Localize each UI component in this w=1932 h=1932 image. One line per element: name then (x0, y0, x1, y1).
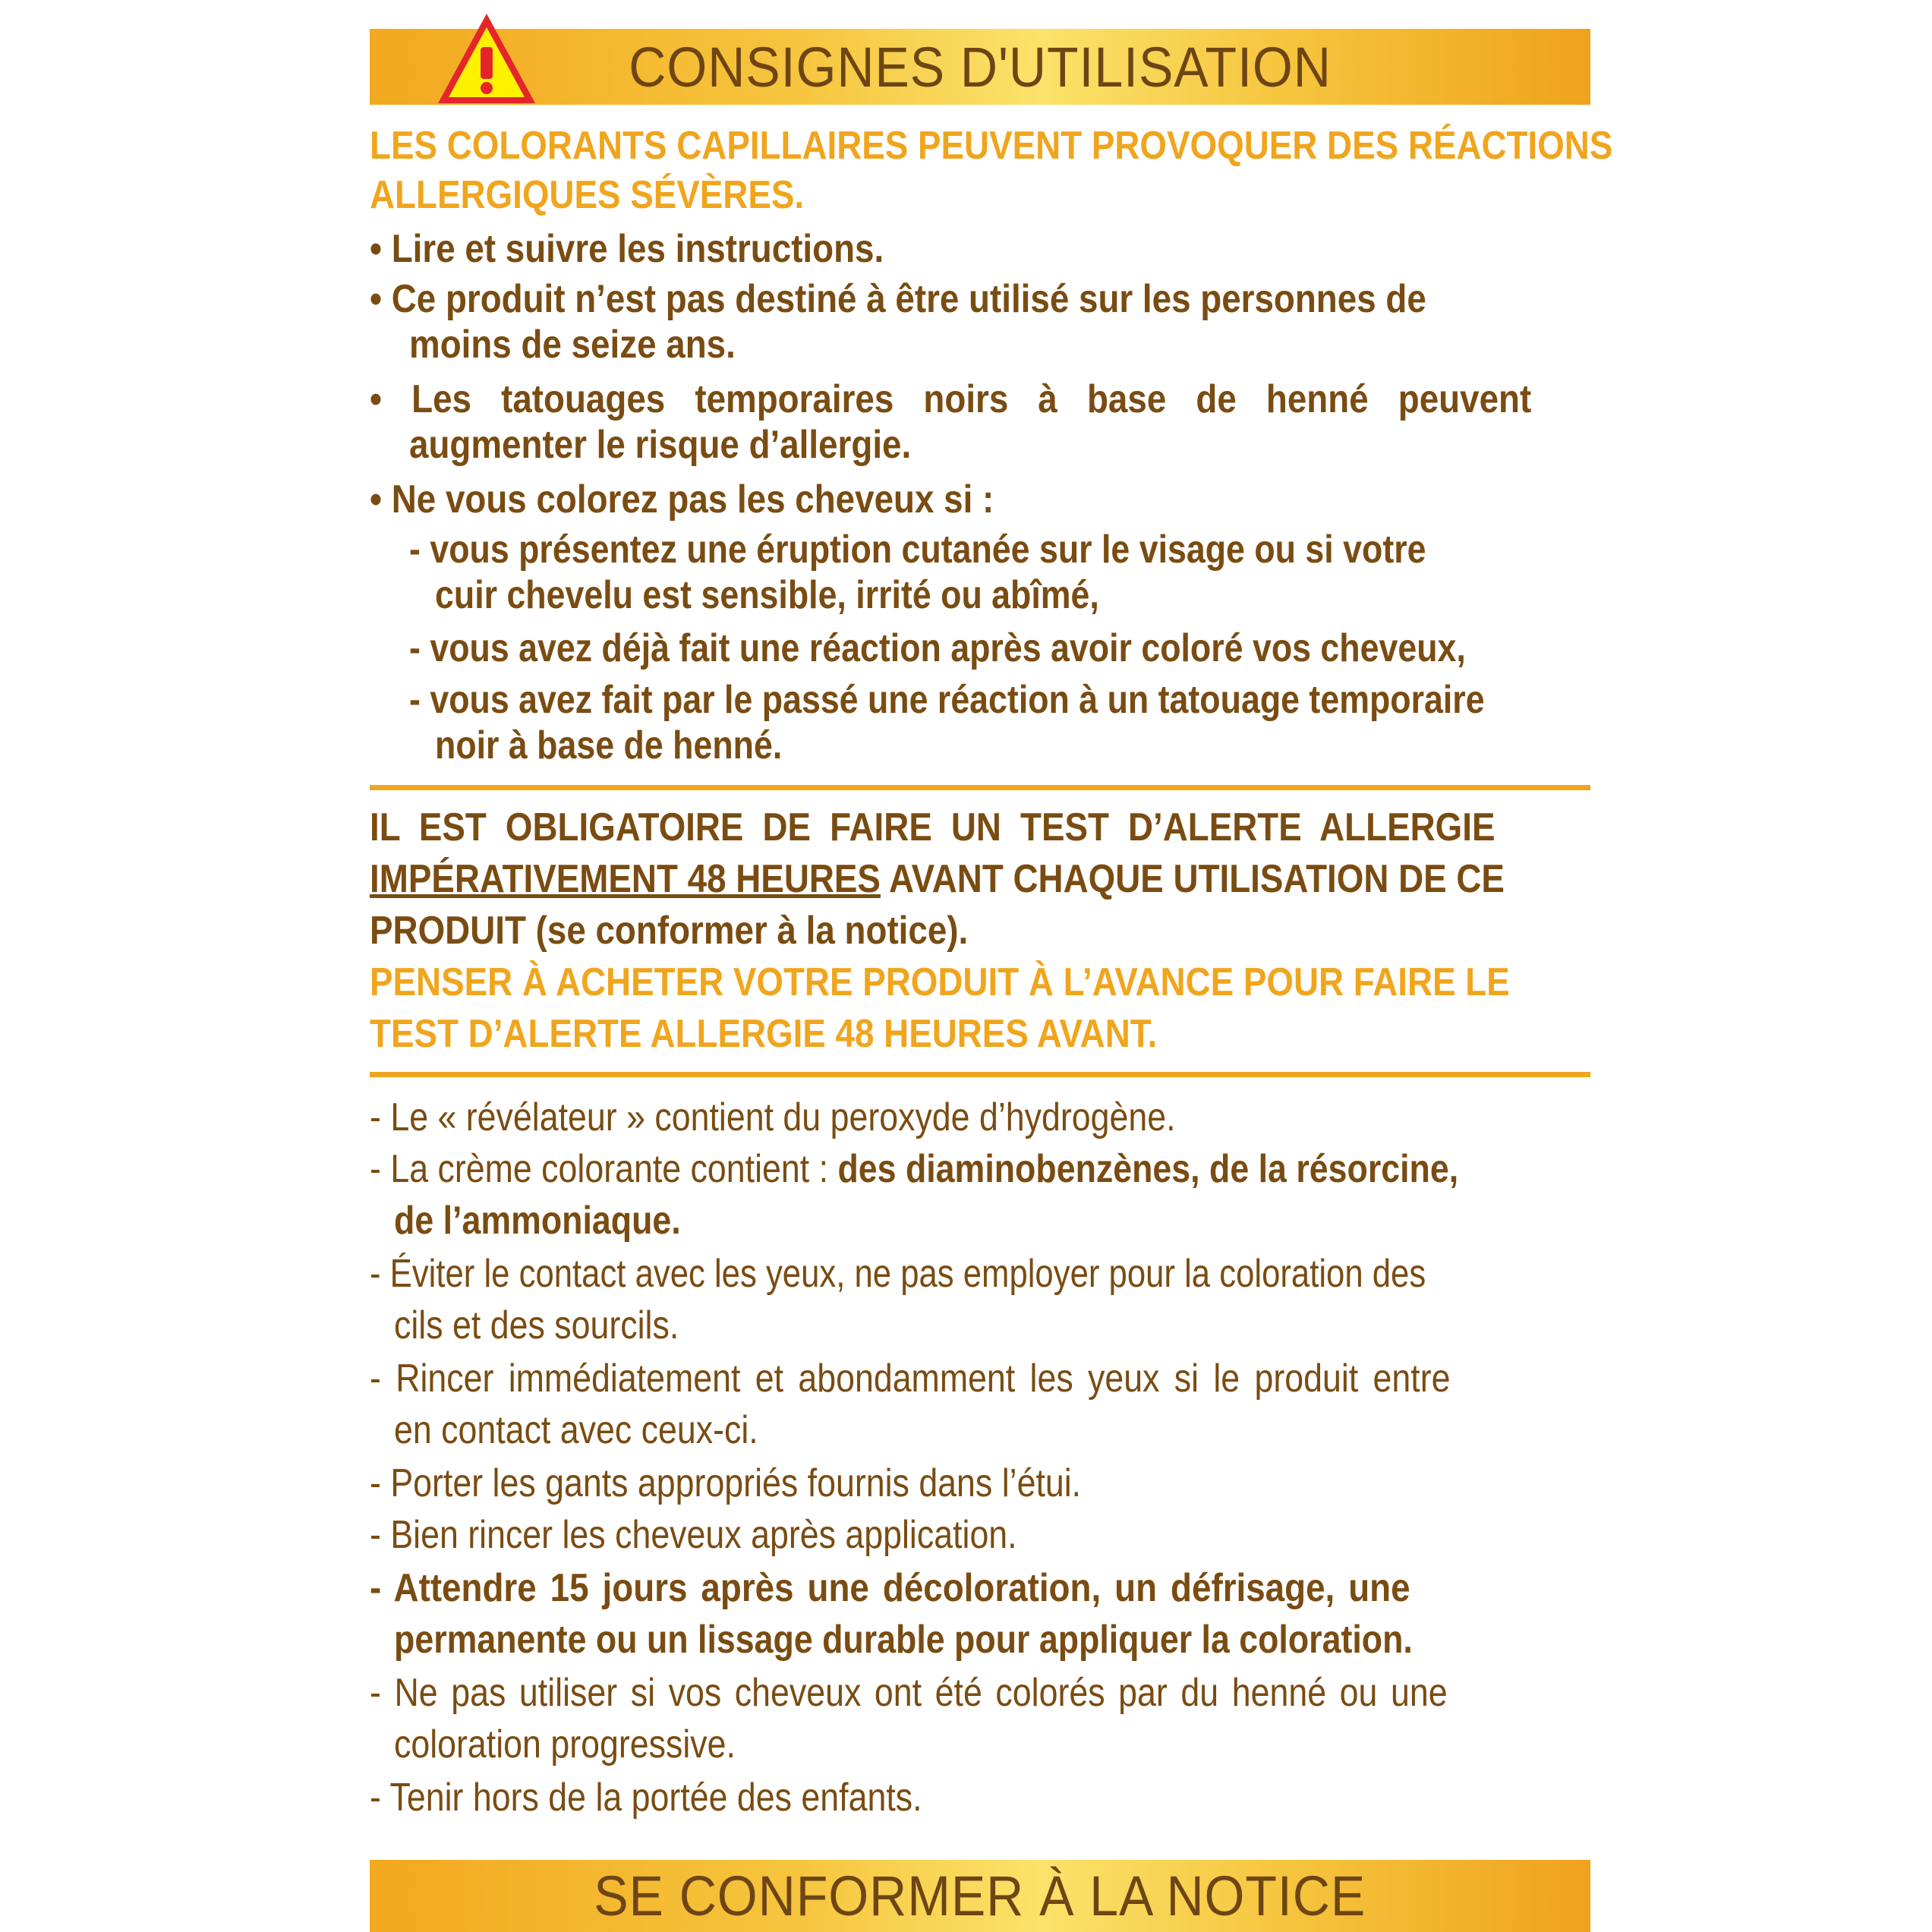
footer-banner (370, 1860, 1590, 1932)
info-cream-line-1: - La crème colorante contient : des diaminobenzènes, de la résorcine, (370, 1147, 1459, 1191)
info-cream-line-2: de l’ammoniaque. (394, 1199, 681, 1243)
info-eyes-line-2: cils et des sourcils. (394, 1303, 679, 1347)
bullet-do-not-color: • Ne vous colorez pas les cheveux si : (370, 477, 994, 522)
info-gloves: - Porter les gants appropriés fournis dans l’étui. (370, 1461, 1082, 1505)
test-line-3: PRODUIT (se conformer à la notice). (370, 909, 969, 953)
bullet-tattoo-line-2: augmenter le risque d’allergie. (409, 423, 912, 467)
info-rinse-line-1: - Rincer immédiatement et abondamment les yeux si le produit entre (370, 1357, 1451, 1401)
footer-title: SE CONFORMER À LA NOTICE (594, 1864, 1366, 1927)
info-henna-line-1: - Ne pas utiliser si vos cheveux ont été colorés par du henné ou une (370, 1671, 1448, 1715)
bullet-read-instructions: • Lire et suivre les instructions. (370, 227, 884, 271)
subbullet-tattoo-reaction-line-1: - vous avez fait par le passé une réaction à un tatouage temporaire (409, 678, 1485, 722)
test-line-5: TEST D’ALERTE ALLERGIE 48 HEURES AVANT. (370, 1012, 1158, 1056)
divider-2 (370, 1072, 1590, 1077)
subbullet-eruption-line-2: cuir chevelu est sensible, irrité ou abîmé, (435, 573, 1099, 617)
header-banner (370, 29, 1590, 105)
bullet-tattoo-line-1: • Les tatouages temporaires noirs à base de henné peuvent (370, 377, 1532, 421)
info-rinse-line-2: en contact avec ceux-ci. (394, 1408, 758, 1452)
info-wait-line-1: - Attendre 15 jours après une décoloration, un défrisage, une (370, 1566, 1410, 1610)
warning-line-1: LES COLORANTS CAPILLAIRES PEUVENT PROVOQUER DES RÉACTIONS (370, 124, 1613, 168)
info-children: - Tenir hors de la portée des enfants. (370, 1776, 922, 1820)
subbullet-tattoo-reaction-line-2: noir à base de henné. (435, 723, 783, 767)
divider-1 (370, 785, 1590, 790)
header-title: CONSIGNES D'UTILISATION (629, 35, 1332, 99)
subbullet-eruption-line-1: - vous présentez une éruption cutanée sur le visage ou si votre (409, 528, 1426, 572)
info-developer: - Le « révélateur » contient du peroxyde d’hydrogène. (370, 1095, 1176, 1139)
bullet-age-line-1: • Ce produit n’est pas destiné à être utilisé sur les personnes de (370, 277, 1426, 321)
info-wait-line-2: permanente ou un lissage durable pour appliquer la coloration. (394, 1618, 1413, 1662)
info-henna-line-2: coloration progressive. (394, 1722, 736, 1767)
test-line-1: IL EST OBLIGATOIRE DE FAIRE UN TEST D’ALERTE ALLERGIE (370, 805, 1495, 849)
info-cream-ingredients: des diaminobenzènes, de la résorcine, (837, 1147, 1459, 1191)
test-deadline-underlined: IMPÉRATIVEMENT 48 HEURES (370, 857, 881, 901)
warning-line-2: ALLERGIQUES SÉVÈRES. (370, 173, 805, 217)
bullet-age-line-2: moins de seize ans. (409, 323, 736, 367)
test-line-4: PENSER À ACHETER VOTRE PRODUIT À L’AVANCE POUR FAIRE LE (370, 960, 1510, 1004)
info-rinse-hair: - Bien rincer les cheveux après application. (370, 1513, 1017, 1557)
warning-triangle-icon (433, 9, 540, 108)
subbullet-previous-reaction: - vous avez déjà fait une réaction après avoir coloré vos cheveux, (409, 626, 1466, 670)
info-eyes-line-1: - Éviter le contact avec les yeux, ne pas employer pour la coloration des (370, 1252, 1426, 1296)
test-line-2: IMPÉRATIVEMENT 48 HEURES AVANT CHAQUE UTILISATION DE CE (370, 857, 1505, 901)
